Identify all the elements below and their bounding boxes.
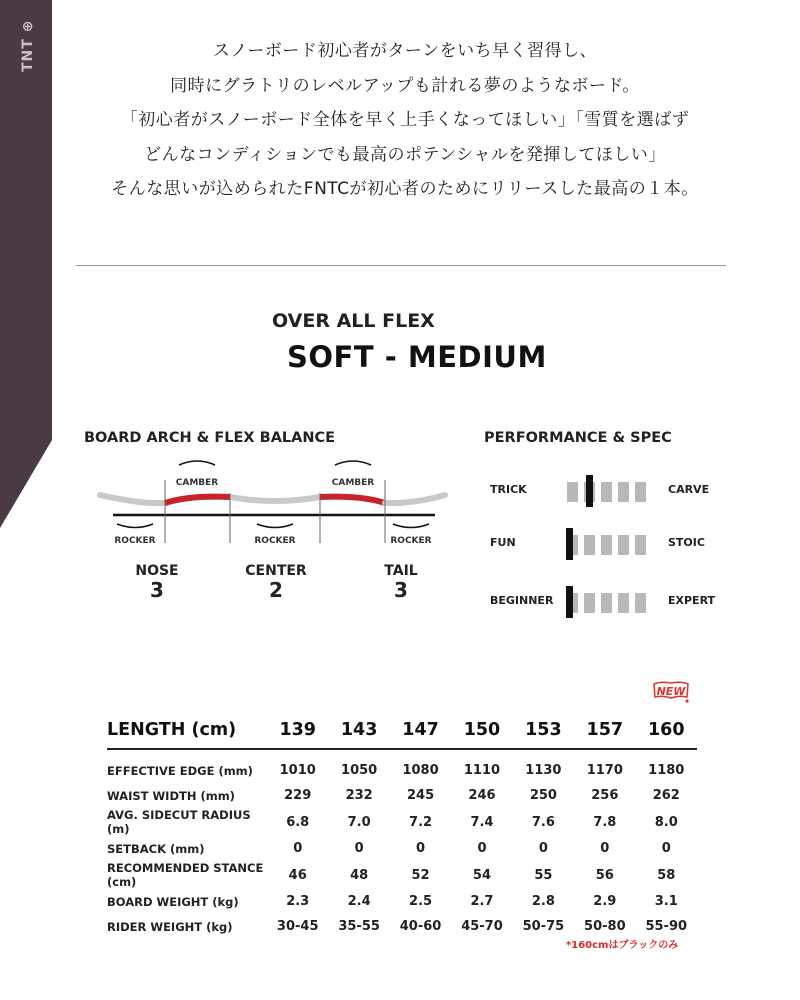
perf-row-beginner-expert [490,586,750,616]
spec-cell: 56 [595,867,614,883]
rocker-label: ROCKER [390,536,432,546]
spec-cell: 0 [354,841,364,856]
spec-row [107,783,697,808]
perf-left-label: TRICK [490,483,527,496]
perf-scale [567,528,647,558]
perf-cell [584,535,595,555]
board-profile-rocker-nose [100,495,165,503]
intro-line: 同時にグラトリのレベルアップも計れる夢のようなボード。 [170,75,640,96]
board-arch-diagram [95,455,450,555]
spec-table [107,712,697,939]
length-cell: 150 [451,712,512,749]
perf-left-label: FUN [490,536,516,549]
spec-cell: 50-80 [584,919,626,934]
camber-arc [335,461,371,465]
spec-cell: 0 [538,841,548,856]
perf-cell [618,593,629,613]
spec-cell: 0 [600,841,610,856]
spec-cell: 250 [529,788,557,803]
perf-cell [567,482,578,502]
camber-label: CAMBER [331,478,375,488]
length-cell: 157 [574,712,635,749]
zone-name: NOSE [135,563,179,579]
flex-caption: OVER ALL FLEX [272,310,435,332]
spec-cell: 1130 [525,763,562,778]
perf-marker [566,586,573,618]
spec-cell: 1110 [463,763,501,778]
zone-value: 2 [269,578,283,602]
spec-cell: 2.9 [593,894,617,909]
perf-cell [601,593,612,613]
length-cell: 143 [328,712,389,749]
zone-value: 3 [394,578,408,602]
spec-cell: 6.8 [286,814,310,830]
spec-cell: 40-60 [399,919,442,934]
spec-cell: 2.5 [409,894,433,909]
spec-row-label: BOARD WEIGHT (kg) [107,894,239,909]
rocker-label: ROCKER [254,536,296,546]
spec-cell: 7.0 [347,814,371,830]
footnote: *160cmはブラックのみ [566,940,679,951]
perf-cell [584,593,595,613]
spec-cell: 46 [288,867,307,883]
spec-cell: 1050 [341,763,378,778]
perf-row-trick-carve [490,475,750,505]
spec-cell: 7.2 [409,814,433,830]
perf-cell [635,593,646,613]
spec-header-row [107,712,697,749]
spec-cell: 7.8 [593,814,617,830]
spec-row-label: RECOMMENDED STANCE (cm) [107,861,264,889]
zone-name: TAIL [384,563,418,579]
intro-line: そんな思いが込められたFNTCが初心者のためにリリースした最高の１本。 [111,179,699,199]
spec-row [107,889,697,914]
perf-right-label: CARVE [668,483,710,496]
intro-line: スノーボード初心者がターンをいち早く習得し、 [212,41,598,61]
rocker-arc [257,524,293,528]
perf-row-fun-stoic [490,528,750,558]
spec-cell: 48 [350,867,369,883]
board-profile-camber-tail [320,497,385,503]
spec-cell: 55 [534,867,553,883]
spec-row [107,836,697,861]
spec-cell: 256 [591,788,619,803]
perf-cell [601,535,612,555]
new-badge-text: NEW [656,685,686,698]
rocker-arc [393,524,429,528]
board-profile-center [230,497,320,501]
spec-cell: 2.7 [470,894,494,909]
flex-value: SOFT - MEDIUM [287,340,547,374]
intro-line: 「初心者がスノーボード全体を早く上手くなってほしい」「雪質を選ばず [120,110,690,130]
spec-cell: 229 [284,788,312,803]
intro-text [60,34,750,207]
perf-cell [618,482,629,502]
perf-cell [635,535,646,555]
spec-cell: 50-75 [522,919,565,934]
board-profile-rocker-tail [385,495,445,503]
spec-row [107,749,697,783]
length-cell: 139 [267,712,328,749]
rocker-label: ROCKER [114,536,156,546]
perf-scale [567,475,647,505]
spec-cell: 0 [293,841,303,856]
spec-cell: 0 [416,841,426,856]
spec-cell: 246 [468,788,496,803]
board-arch-title: BOARD ARCH & FLEX BALANCE [84,430,336,446]
spec-header-label: LENGTH (cm) [107,712,267,749]
spec-cell: 35-55 [338,919,380,934]
spec-cell: 2.4 [347,894,371,909]
spec-cell: 58 [657,867,676,883]
spec-row-label: SETBACK (mm) [107,841,205,856]
spec-row [107,861,697,889]
section-divider [76,265,726,266]
perf-cell [635,482,646,502]
side-label: TNT ⊕ [20,19,36,72]
spec-cell: 0 [477,841,487,856]
intro-line: どんなコンディションでも最高のポテンシャルを発揮してほしい」 [144,144,666,165]
performance-title: PERFORMANCE & SPEC [484,430,672,446]
spec-row-label: AVG. SIDECUT RADIUS (m) [107,808,251,836]
perf-scale [567,586,647,616]
perf-left-label: BEGINNER [490,594,554,607]
spec-cell: 2.3 [286,894,310,909]
rocker-arc [117,524,153,528]
spec-cell: 2.8 [531,894,555,909]
spec-cell: 0 [661,841,671,856]
length-cell: 153 [513,712,574,749]
spec-cell: 1080 [402,763,439,778]
zone-value: 3 [150,578,164,602]
spec-cell: 54 [472,867,492,883]
perf-marker [566,528,573,560]
spec-cell: 7.6 [531,814,555,830]
spec-cell: 30-45 [276,919,319,934]
spec-row-label: RIDER WEIGHT (kg) [107,919,233,934]
spec-cell: 1170 [586,763,623,778]
spec-cell: 1180 [648,763,685,778]
spec-cell: 55-90 [645,919,688,934]
zone-tail [351,563,451,601]
perf-cell [618,535,629,555]
perf-right-label: STOIC [668,536,705,549]
spec-cell: 3.1 [654,894,678,909]
spec-row-label: EFFECTIVE EDGE (mm) [107,763,253,778]
spec-row [107,808,697,836]
length-cell: 147 [390,712,451,749]
length-cell: 160 [636,712,697,749]
zone-name: CENTER [245,563,307,579]
spec-cell: 245 [406,788,435,803]
zone-nose [107,563,207,601]
perf-right-label: EXPERT [668,594,716,607]
zone-center [226,563,326,601]
camber-label: CAMBER [175,478,219,488]
spec-cell: 8.0 [654,814,678,830]
spec-cell: 52 [411,867,430,883]
spec-row-label: WAIST WIDTH (mm) [107,788,235,803]
spec-cell: 232 [345,788,373,803]
new-badge [651,680,691,704]
perf-marker [586,475,593,507]
spec-cell: 262 [652,788,680,803]
camber-arc [179,461,215,465]
spec-cell: 7.4 [470,814,494,830]
board-profile-camber-nose [165,497,230,503]
spec-cell: 1010 [279,763,316,778]
perf-cell [601,482,612,502]
side-band [0,0,52,528]
spec-cell: 45-70 [461,919,503,934]
